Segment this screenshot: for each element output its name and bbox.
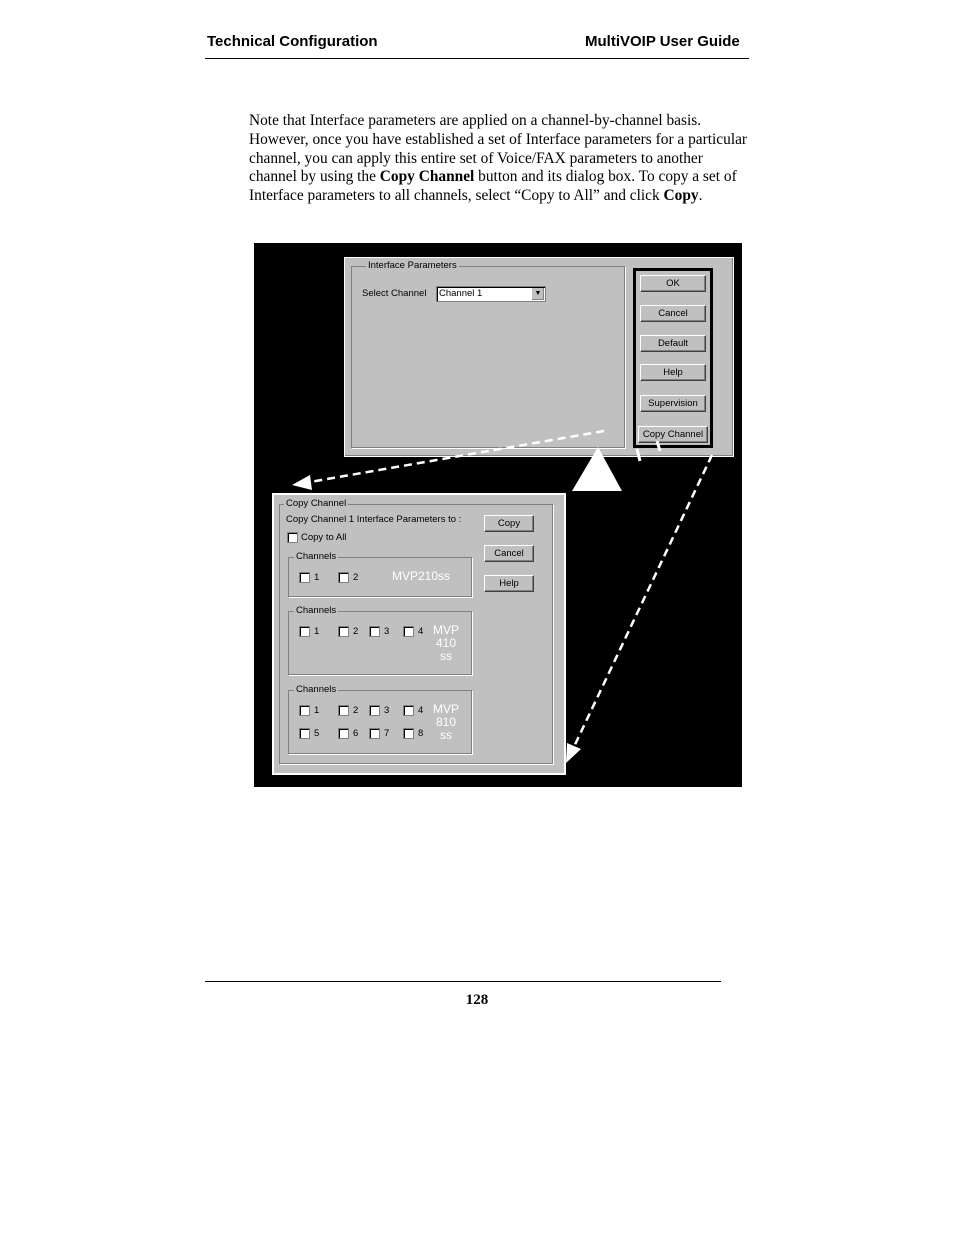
copy-channel-legend: Copy Channel [286,498,347,509]
model-line: 810 [435,715,457,729]
paragraph-bold-copy: Copy [663,187,699,205]
interface-parameters-legend: Interface Parameters [368,260,457,271]
ok-button[interactable]: OK [640,275,706,292]
page-header-right: MultiVOIP User Guide [585,33,740,50]
select-channel-label: Select Channel [362,288,427,299]
arrow-line-left [304,431,604,483]
help-button[interactable]: Help [640,364,706,381]
channel-7-label: 7 [384,728,390,739]
model-line: MVP [433,623,460,637]
arrow-tail-triangle [572,447,622,491]
arrow-line-down [572,455,712,751]
channels-legend: Channels [296,684,337,695]
channels-legend: Channels [296,605,337,616]
arrow-head-down [566,743,581,763]
select-channel-value: Channel 1 [439,288,483,299]
page-header-left: Technical Configuration [207,33,378,50]
paragraph-text-1: Note that Interface parameters are applied on a channel-by-channel basis. However, once you have established a set of Interface parameters for a particular channel, you can apply this entire set of Voice/FAX parameters to another channel by using the [249,112,748,186]
arrow-head-left [292,475,312,490]
default-button[interactable]: Default [640,335,706,352]
copy-channel-button[interactable]: Copy Channel [638,426,708,443]
header-rule [205,58,749,59]
body-paragraph [249,112,749,206]
copy-button[interactable]: Copy [484,515,534,532]
help-button[interactable]: Help [484,575,534,592]
arrow-tick [657,441,660,451]
channel-5-label: 5 [314,728,320,739]
copy-description: Copy Channel 1 Interface Parameters to : [286,514,462,525]
channel-8-label: 8 [418,728,424,739]
screenshot-figure [254,243,742,787]
supervision-button[interactable]: Supervision [640,395,706,412]
channel-2-label: 2 [353,572,359,583]
channel-1-label: 1 [314,626,320,637]
channels-legend: Channels [296,551,337,562]
channel-1-label: 1 [314,572,320,583]
copy-to-all-label: Copy to All [301,532,347,543]
paragraph-text-2: button and its dialog box. To copy a set of Interface parameters to all channels, select “Copy to All” and click [249,168,737,205]
channel-1-label: 1 [314,705,320,716]
paragraph-bold-copy-channel: Copy Channel [379,168,475,186]
model-label-mvp210ss: MVP210ss [392,569,451,583]
channel-2-label: 2 [353,626,359,637]
channel-3-label: 3 [384,705,390,716]
arrow-tick [637,449,640,461]
callout-arrows [254,243,742,787]
page-number: 128 [465,992,489,1008]
channel-3-label: 3 [384,626,390,637]
cancel-button[interactable]: Cancel [484,545,534,562]
model-line: ss [440,649,452,663]
channel-4-label: 4 [418,626,424,637]
model-line: MVP [433,702,460,716]
channel-6-label: 6 [353,728,359,739]
model-line: ss [440,728,452,742]
paragraph-text-3: . [698,187,703,205]
footer-rule [205,981,721,982]
model-line: 410 [435,636,457,650]
channel-2-label: 2 [353,705,359,716]
cancel-button[interactable]: Cancel [640,305,706,322]
chevron-down-icon[interactable]: ▼ [531,288,544,300]
channel-4-label: 4 [418,705,424,716]
